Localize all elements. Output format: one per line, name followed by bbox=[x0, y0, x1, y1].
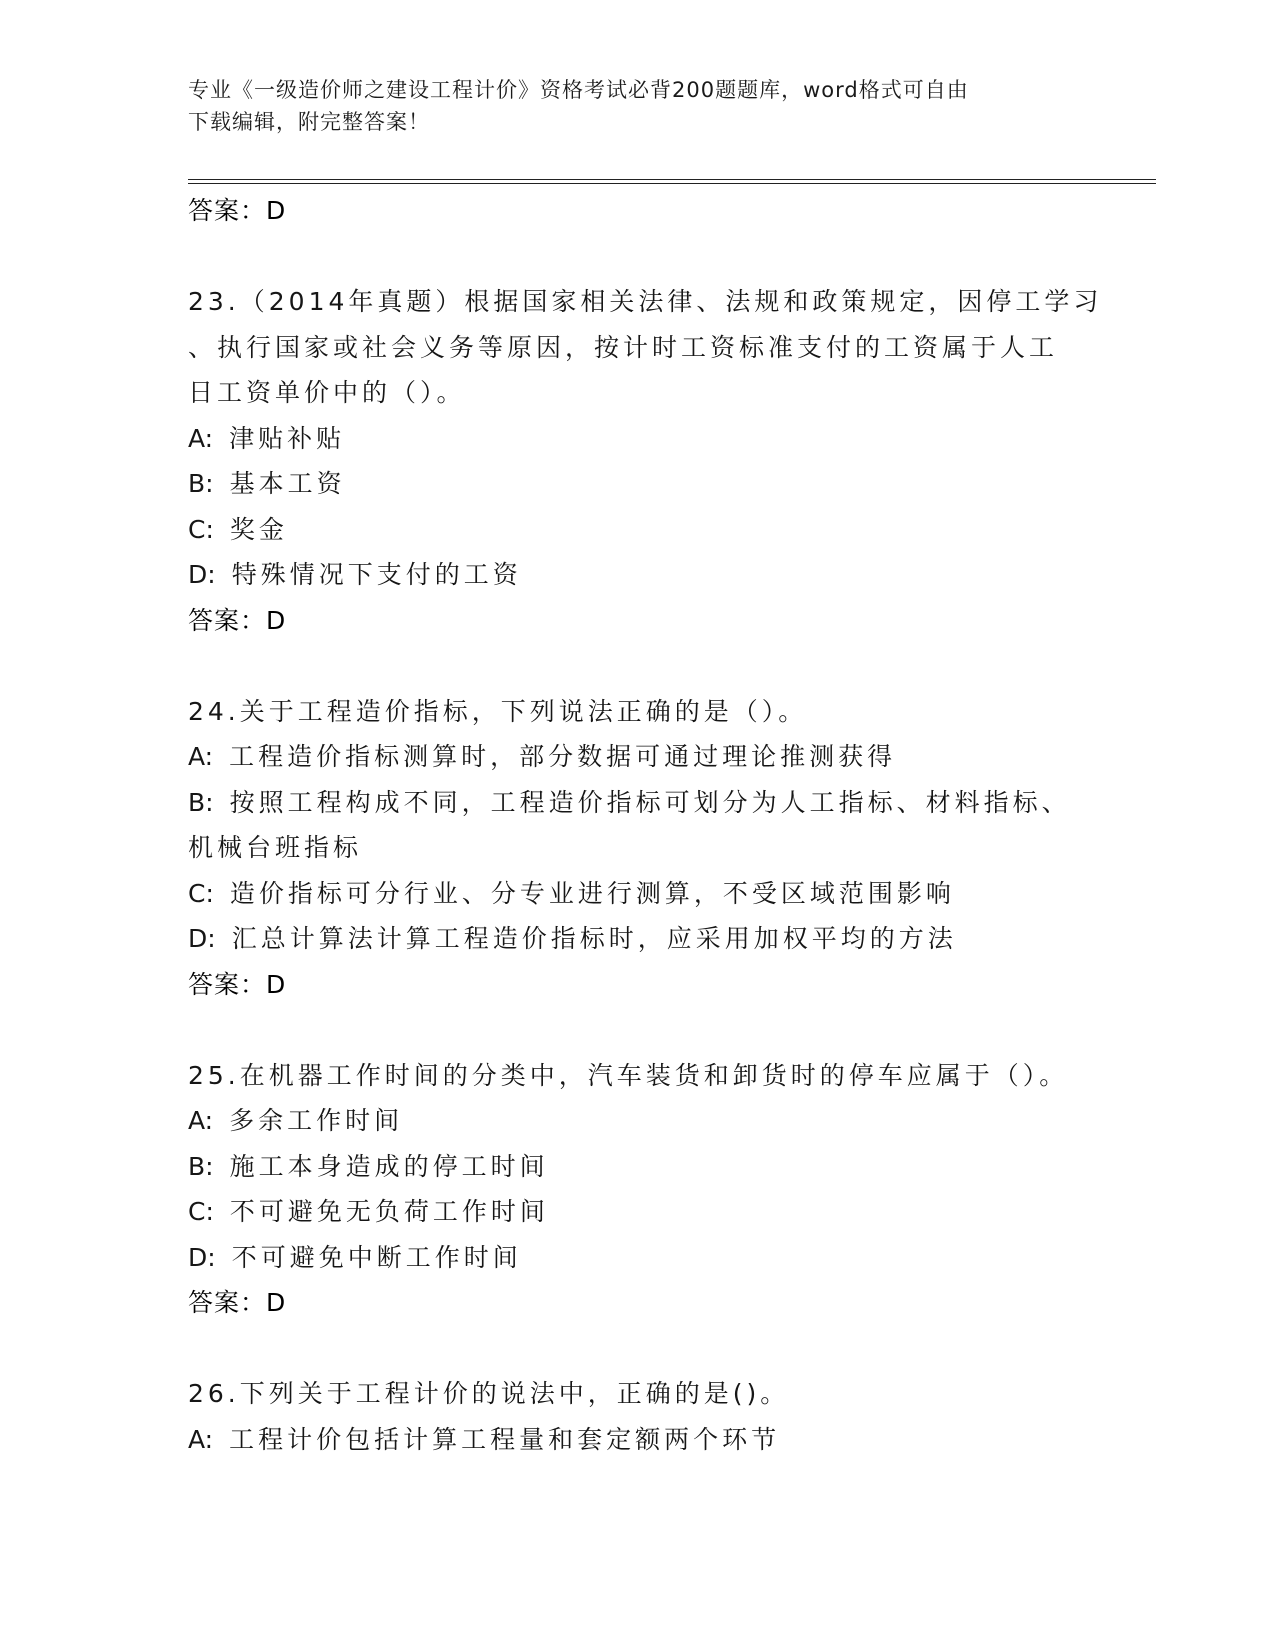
option-text: 特殊情况下支付的工资 bbox=[231, 560, 522, 589]
option-letter: A: bbox=[188, 1106, 214, 1135]
header-rule-bottom bbox=[188, 183, 1156, 184]
question-stem-line: 23.（2014年真题）根据国家相关法律、法规和政策规定，因停工学习 bbox=[188, 287, 1103, 316]
option-c bbox=[188, 507, 1088, 553]
answer-line: 答案：D bbox=[188, 1288, 287, 1317]
option-letter: A: bbox=[188, 1424, 214, 1454]
option-text: 汇总计算法计算工程造价指标时，应采用加权平均的方法 bbox=[231, 924, 957, 953]
answer-line: 答案：D bbox=[188, 969, 287, 999]
question-list bbox=[188, 188, 1103, 1462]
option-text: 多余工作时间 bbox=[229, 1106, 404, 1135]
option-text: 不可避免无负荷工作时间 bbox=[229, 1197, 549, 1226]
option-a bbox=[188, 416, 1088, 462]
header-rule-top bbox=[188, 179, 1156, 180]
option-text: 造价指标可分行业、分专业进行测算，不受区域范围影响 bbox=[229, 878, 955, 908]
question-25 bbox=[188, 1053, 1088, 1326]
option-letter: D: bbox=[188, 1242, 216, 1272]
option-text: 按照工程构成不同，工程造价指标可划分为人工指标、材料指标、 bbox=[229, 787, 1071, 817]
option-d bbox=[188, 552, 1088, 598]
option-a bbox=[188, 734, 1088, 780]
option-b bbox=[188, 1144, 1088, 1190]
option-d bbox=[188, 1235, 1088, 1281]
question-stem-line: 24.关于工程造价指标，下列说法正确的是（）。 bbox=[188, 696, 808, 726]
option-c bbox=[188, 1189, 1088, 1235]
option-letter: B: bbox=[188, 787, 214, 817]
option-b-continuation: 机械台班指标 bbox=[188, 833, 363, 862]
option-text: 基本工资 bbox=[229, 469, 346, 498]
option-letter: D: bbox=[188, 924, 216, 953]
option-letter: C: bbox=[188, 514, 214, 544]
option-letter: C: bbox=[188, 1197, 214, 1226]
option-a bbox=[188, 1098, 1088, 1144]
spacer bbox=[188, 1326, 1088, 1372]
option-text: 工程造价指标测算时，部分数据可通过理论推测获得 bbox=[229, 742, 897, 771]
spacer bbox=[188, 234, 1088, 280]
option-letter: B: bbox=[188, 1151, 214, 1181]
question-stem-line: 25.在机器工作时间的分类中，汽车装货和卸货时的停车应属于（）。 bbox=[188, 1060, 1069, 1090]
previous-answer: 答案：D bbox=[188, 196, 287, 225]
option-c bbox=[188, 871, 1088, 917]
option-text: 工程计价包括计算工程量和套定额两个环节 bbox=[229, 1424, 781, 1454]
header-line-2: 下载编辑，附完整答案！ bbox=[188, 110, 430, 134]
option-b bbox=[188, 780, 1088, 826]
option-b bbox=[188, 461, 1088, 507]
option-a bbox=[188, 1417, 1088, 1463]
question-stem-line: 、执行国家或社会义务等原因，按计时工资标准支付的工资属于人工 bbox=[188, 332, 1059, 362]
question-stem-line: 日工资单价中的（）。 bbox=[188, 378, 466, 407]
option-letter: A: bbox=[188, 423, 214, 453]
question-26 bbox=[188, 1371, 1088, 1462]
question-stem-line: 26.下列关于工程计价的说法中，正确的是()。 bbox=[188, 1379, 790, 1408]
document-header bbox=[188, 74, 1088, 138]
option-d bbox=[188, 916, 1088, 962]
option-text: 津贴补贴 bbox=[229, 423, 346, 453]
question-23 bbox=[188, 279, 1103, 643]
option-letter: C: bbox=[188, 878, 214, 908]
answer-line: 答案：D bbox=[188, 605, 287, 635]
option-letter: D: bbox=[188, 560, 216, 589]
spacer bbox=[188, 643, 1088, 689]
option-letter: B: bbox=[188, 469, 214, 498]
spacer bbox=[188, 1007, 1088, 1053]
option-letter: A: bbox=[188, 742, 214, 771]
option-text: 不可避免中断工作时间 bbox=[231, 1242, 522, 1272]
header-line-1: 专业《一级造价师之建设工程计价》资格考试必背200题题库，word格式可自由 bbox=[188, 78, 969, 102]
option-text: 施工本身造成的停工时间 bbox=[229, 1151, 549, 1181]
question-24 bbox=[188, 689, 1088, 1008]
option-text: 奖金 bbox=[229, 514, 288, 544]
